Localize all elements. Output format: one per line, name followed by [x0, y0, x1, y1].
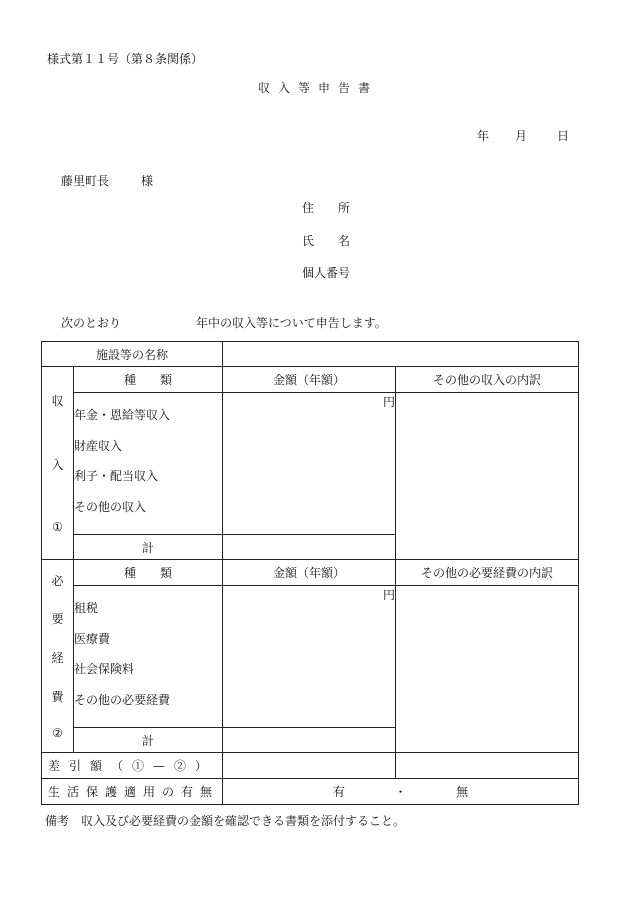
income-item: その他の収入: [74, 499, 147, 514]
expense-side-char: 経: [51, 650, 64, 665]
expense-amount-field[interactable]: [223, 586, 396, 728]
income-detail-header: その他の収入の内訳: [396, 367, 579, 393]
income-detail-field[interactable]: [396, 393, 579, 560]
income-side-char: 入: [51, 457, 64, 472]
welfare-no-option[interactable]: 無: [456, 785, 469, 799]
income-total-label: 計: [74, 535, 223, 560]
expense-item: 社会保険料: [74, 662, 135, 676]
welfare-options: [223, 779, 579, 805]
expense-side-char: 費: [51, 689, 64, 704]
difference-amount-field[interactable]: [223, 753, 396, 779]
addressee-name: 藤里町長: [61, 174, 110, 188]
income-items: [74, 393, 223, 535]
expense-type-header: 種 類: [74, 560, 223, 586]
expense-side-char: 必: [51, 573, 64, 588]
date-day: 日: [557, 129, 570, 143]
expense-side-char: ②: [52, 726, 63, 741]
expense-detail-header: その他の必要経費の内訳: [396, 560, 579, 586]
expense-side-label: [42, 560, 74, 753]
income-item: 財産収入: [74, 438, 123, 453]
income-side-char: 収: [51, 393, 64, 408]
income-side-char: ①: [52, 520, 63, 535]
document-title: 収入等申告書: [258, 81, 379, 95]
date-year: 年: [477, 129, 490, 143]
income-item: 年金・恩給等収入: [74, 408, 171, 422]
statement-suffix: 年中の収入等について申告します。: [196, 316, 387, 330]
income-amount-field[interactable]: [223, 393, 396, 535]
expense-item: その他の必要経費: [74, 692, 171, 707]
expense-yen-unit: 円: [383, 588, 396, 602]
expense-items: [74, 586, 223, 728]
address-label: 住 所: [302, 201, 351, 215]
declaration-table: [41, 341, 579, 805]
form-number: 様式第１１号（第８条関係）: [47, 52, 204, 66]
difference-extra-field: [396, 753, 579, 779]
income-amount-header: 金額（年額）: [223, 367, 396, 393]
expense-item: 租税: [74, 601, 99, 615]
date-month: 月: [515, 129, 528, 143]
facility-name-field[interactable]: [223, 342, 579, 367]
difference-label: 差引額（①—②）: [42, 753, 223, 779]
personal-number-label: 個人番号: [302, 266, 351, 280]
income-item: 利子・配当収入: [74, 469, 159, 483]
expense-item: 医療費: [74, 631, 111, 646]
name-label: 氏 名: [302, 234, 351, 248]
expense-detail-field[interactable]: [396, 586, 579, 753]
expense-amount-header: 金額（年額）: [223, 560, 396, 586]
welfare-label: 生活保護適用の有無: [42, 779, 223, 805]
expense-side-char: 要: [51, 612, 64, 627]
facility-name-label: 施設等の名称: [42, 342, 223, 367]
welfare-yes-option[interactable]: 有: [332, 785, 345, 799]
expense-total-label: 計: [74, 728, 223, 753]
statement-prefix: 次のとおり: [61, 316, 122, 330]
expense-total-field[interactable]: [223, 728, 396, 753]
remarks-note: 備考 収入及び必要経費の金額を確認できる書類を添付すること。: [45, 814, 406, 828]
addressee-honorific: 様: [141, 174, 154, 188]
income-side-label: [42, 367, 74, 560]
income-total-field[interactable]: [223, 535, 396, 560]
welfare-separator: ・: [394, 785, 407, 799]
income-yen-unit: 円: [383, 395, 396, 409]
income-type-header: 種 類: [74, 367, 223, 393]
